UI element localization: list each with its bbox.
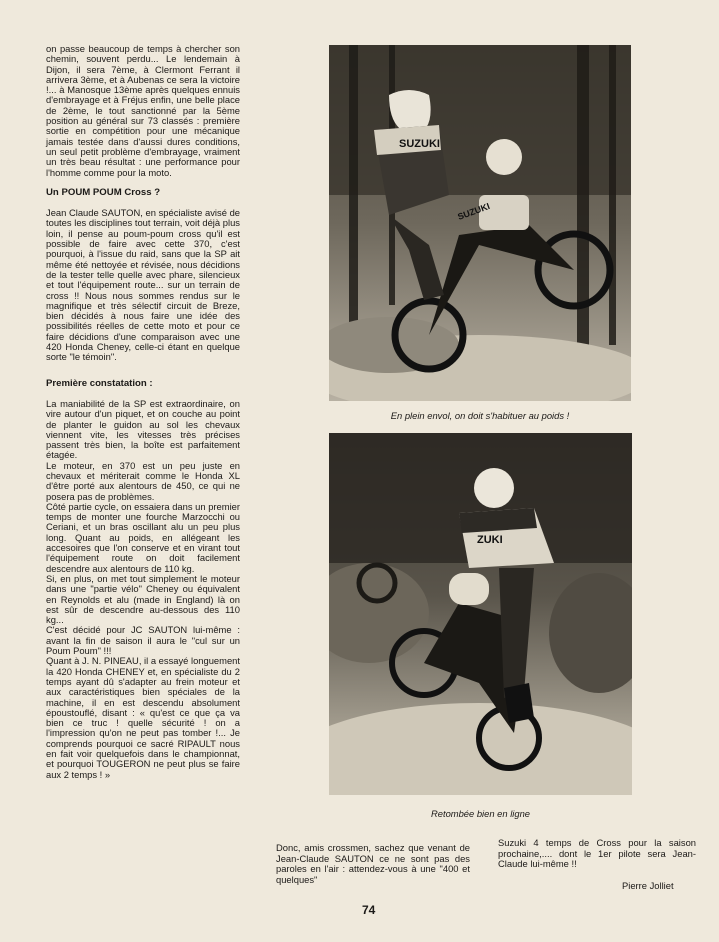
heading-premiere-constatation: Première constatation :	[46, 377, 153, 389]
left-text-column	[46, 44, 240, 780]
photo-bottom-image	[329, 433, 632, 795]
paragraph-moteur: Le moteur, en 370 est un peu juste en chevaux et mériterait comme le Honda XL d'être porté aux alentours de 450, ce qui ne posera pas de problèmes.	[46, 459, 240, 502]
caption-top-photo: En plein envol, on doit s'habituer au poids !	[390, 410, 570, 421]
paragraph-partie-cycle: Côté partie cycle, on essaiera dans un premier temps de monter une fourche Marzocchi ou Ceriani, et un bras oscillant alu un peu plus long. Quant au poids, en allégeant les accesoires que l'on conserve et en virant tout l'équipement route on doit facilement descendre aux alentours de 110 kg.	[46, 500, 240, 574]
paragraph-decide: C'est décidé pour JC SAUTON lui-même : avant la fin de saison il aura le "cul sur un Poum Poum" !!!	[46, 624, 240, 657]
photo-top-image	[329, 45, 631, 401]
page-number: 74	[362, 903, 376, 917]
bottom-middle-text: Donc, amis crossmen, sachez que venant de Jean-Claude SAUTON ce ne sont pas des paroles en l'air : attendez-vous à une "400 et quelques"	[276, 842, 470, 885]
paragraph-maniabilite: La maniabilité de la SP est extraordinaire, on vire autour d'un piquet, et on couche au point de planter le guidon au sol les chevaux viennent vite, les vitesses très précises passent très bien, la boîte est parfaitement étagée.	[46, 397, 240, 461]
paragraph-partie-velo: Si, en plus, on met tout simplement le moteur dans une "partie vélo" Cheney ou équivalent en Reynolds et alu (made in England) là on est sûr de descendre au-dessous des 110 kg...	[46, 572, 240, 626]
top-jersey-lettering: SUZUKI	[399, 138, 440, 150]
photo-bottom-landing	[329, 433, 632, 795]
heading-poum-poum-cross: Un POUM POUM Cross ?	[46, 186, 161, 198]
paragraph-intro: on passe beaucoup de temps à chercher son chemin, souvent perdu... Le lendemain à Dijon, il sera 7ème, à Clermont Ferrant il arrivera 3ème, et à Aubenas ce sera la victoire !... à Manosque 13ème après quelques ennuis d'embrayage et à Fréjus enfin, une belle place de 2ème, le tout sanctionné par la 5ème position au général sur 73 classés : première sortie en compétition pour une mécanique jamais testée dans d'aussi dures conditions, un seul petit problème d'embrayage, vraiment un très beau résultat : une performance pour l'homme comme pour la moto.	[46, 43, 240, 178]
caption-bottom-photo: Retombée bien en ligne	[430, 808, 531, 819]
paragraph-sauton: Jean Claude SAUTON, en spécialiste avisé de toutes les disciplines tout terrain, voit déjà plus loin, il pense au poum-poum cross qu'il est possible de faire avec cette 370, c'est pourquoi, à l'issue du raid, sans que la SP ait même été nettoyée et révisée, nous décidions de la tester telle quelle avec phare, silencieux et tout l'équipement route... sur un terrain de cross !! Nous nous sommes rendus sur le magnifique et très sélectif circuit de Breze, bien décidés à nous faire une idée des possibilités réelles de cette moto et pour ce faire décidions d'une comparaison avec une 420 Honda Cheney, celle-ci étant en quelque sorte "le témoin".	[46, 207, 240, 363]
paragraph-pineau: Quant à J. N. PINEAU, il a essayé longuement la 420 Honda CHENEY et, en spécialiste du 2 temps ayant dû s'adapter au frein moteur et aux caractéristiques bien spéciales de la machine, il en est descendu absolument époustouflé, disant : « qu'est ce que ça va bien ce truc ! quelle sécurité ! on a l'impression qu'on ne peut pas tomber !... Je comprends pourquoi ce sacré RIPAULT nous en fait voir quelquefois dans le championnat, et pourquoi TOUGERON ne peut plus se faire aux 2 temps ! »	[46, 655, 240, 780]
bottom-right-text: Suzuki 4 temps de Cross pour la saison prochaine,.... dont le 1er pilote sera Jean-Claude lui-même !!	[498, 837, 696, 869]
top-tank-lettering: SUZUKI	[456, 201, 492, 222]
photo-top-jump	[329, 45, 631, 401]
bottom-jersey-lettering: ZUKI	[477, 534, 503, 546]
author-signature: Pierre Jolliet	[622, 880, 674, 891]
